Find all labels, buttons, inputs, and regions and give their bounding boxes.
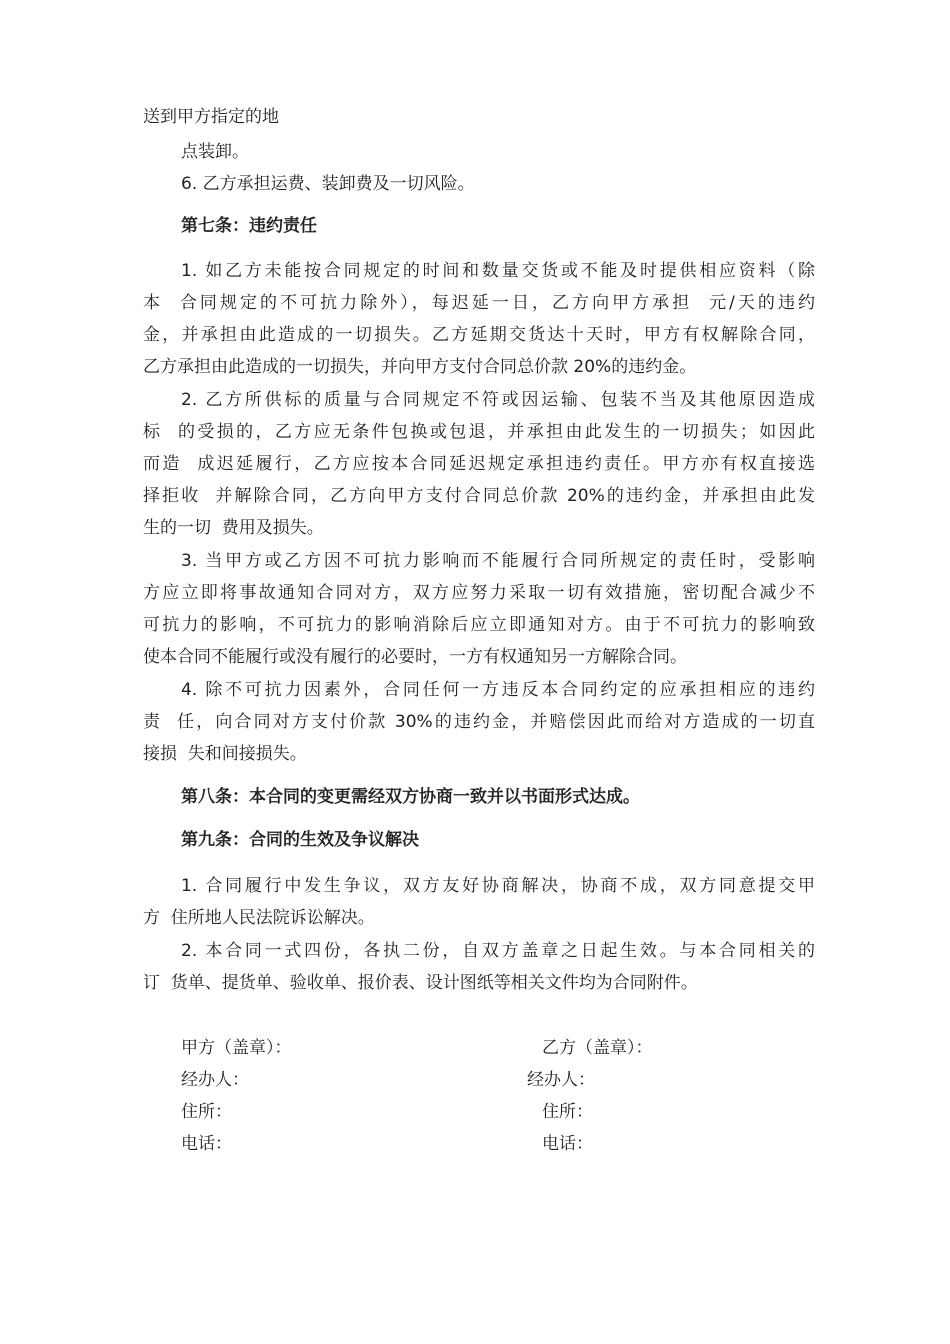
- paragraph-line: 2. 本合同一式四份，各执二份，自双方盖章之日起生效。与本合同相关的: [181, 941, 815, 961]
- paragraph-line: 本 合同规定的不可抗力除外），每迟延一日，乙方向甲方承担 元/天的违约: [143, 293, 815, 313]
- paragraph-line: 方 住所地人民法院诉讼解决。: [143, 908, 375, 928]
- article-9-paragraph-2: [143, 935, 815, 999]
- paragraph-line: 1. 合同履行中发生争议，双方友好协商解决，协商不成，双方同意提交甲: [181, 876, 815, 896]
- paragraph-line: 乙方承担由此造成的一切损失，并向甲方支付合同总价款 20%的违约金。: [143, 357, 697, 377]
- paragraph-line: 责 任，向合同对方支付价款 30%的违约金，并赔偿因此而给对方造成的一切直: [143, 712, 815, 732]
- article-9-paragraph-1: [143, 870, 815, 934]
- paragraph-line: 生的一切 费用及损失。: [143, 518, 324, 538]
- paragraph-line: 金，并承担由此造成的一切损失。乙方延期交货达十天时，甲方有权解除合同，: [143, 325, 815, 345]
- article-7-paragraph-3: [143, 545, 815, 673]
- paragraph-line: 方应立即将事故通知合同对方，双方应努力采取一切有效措施，密切配合减少不: [143, 583, 815, 603]
- article-8-heading: 第八条：本合同的变更需经双方协商一致并以书面形式达成。: [181, 787, 640, 807]
- article-7-paragraph-4: [143, 674, 815, 770]
- paragraph-line: 4. 除不可抗力因素外，合同任何一方违反本合同约定的应承担相应的违约: [181, 680, 815, 700]
- party-a-phone-label: 电话：: [181, 1134, 232, 1154]
- party-b-agent-label: 经办人：: [527, 1070, 595, 1090]
- party-b-phone-label: 电话：: [542, 1134, 593, 1154]
- paragraph-line: 接损 失和间接损失。: [143, 744, 307, 764]
- party-b-address-label: 住所：: [542, 1102, 593, 1122]
- party-a-seal-label: 甲方（盖章）：: [181, 1038, 292, 1058]
- party-a-agent-label: 经办人：: [181, 1070, 249, 1090]
- article-7-paragraph-2: [143, 384, 815, 544]
- intro-line-3: 6. 乙方承担运费、装卸费及一切风险。: [181, 174, 475, 194]
- party-a-address-label: 住所：: [181, 1102, 232, 1122]
- party-b-seal-label: 乙方（盖章）：: [542, 1038, 653, 1058]
- paragraph-line: 可抗力的影响，不可抗力的影响消除后应立即通知对方。由于不可抗力的影响致: [143, 615, 815, 635]
- intro-line-2: 点装卸。: [181, 142, 249, 162]
- paragraph-line: 使本合同不能履行或没有履行的必要时，一方有权通知另一方解除合同。: [143, 647, 687, 667]
- paragraph-line: 订 货单、提货单、验收单、报价表、设计图纸等相关文件均为合同附件。: [143, 973, 698, 993]
- paragraph-line: 择拒收 并解除合同，乙方向甲方支付合同总价款 20%的违约金，并承担由此发: [143, 486, 815, 506]
- paragraph-line: 2. 乙方所供标的质量与合同规定不符或因运输、包装不当及其他原因造成: [181, 390, 815, 410]
- paragraph-line: 标 的受损的，乙方应无条件包换或包退，并承担由此发生的一切损失；如因此: [143, 422, 815, 442]
- intro-line-1: 送到甲方指定的地: [143, 107, 279, 127]
- article-7-heading: 第七条：违约责任: [181, 216, 317, 236]
- article-9-heading: 第九条：合同的生效及争议解决: [181, 830, 419, 850]
- article-7-paragraph-1: [143, 255, 815, 383]
- paragraph-line: 3. 当甲方或乙方因不可抗力影响而不能履行合同所规定的责任时，受影响: [181, 551, 815, 571]
- paragraph-line: 而造 成迟延履行，乙方应按本合同延迟规定承担违约责任。甲方亦有权直接选: [143, 454, 815, 474]
- paragraph-line: 1. 如乙方未能按合同规定的时间和数量交货或不能及时提供相应资料（除: [181, 261, 815, 281]
